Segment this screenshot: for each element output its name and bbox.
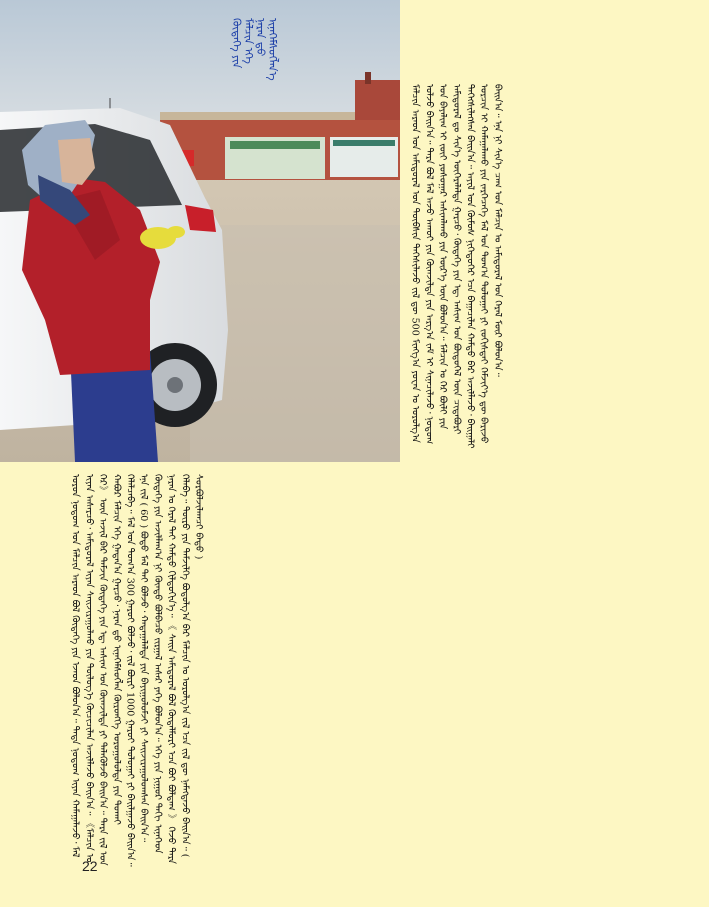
article-text-bottom: ᠣᠷᠣᠨ ᠨᠤᠲᠤᠭ ᠤᠨ ᠮᠠᠯᠴᠢᠨ ᠠᠷᠠᠳ ᠪᠣᠯ ᠬᠥᠳᠡᠭᠡ ᠶᠢᠨ ᠡᠵᠡᠳ ᠪᠣᠯᠤᠨ᠎ᠠ᠃ ᠲᠡᠳᠡ ᠨᠤᠲᠤᠭ ᠢᠶᠠᠨ ᠬᠠᠮᠠᠭᠠᠯᠠᠵᠤ᠂ ᠮᠠᠯ ᠢᠶᠠᠨ ᠠᠰᠠᠷᠴᠤ᠂ ᠠᠮᠢᠳᠤᠷᠠᠯ ᠢᠶᠠᠨ ᠰᠠᠢᠵᠢᠷᠠᠭᠤᠯᠬᠤ ᠶᠢᠨ ᠲᠥᠯᠦᠭ᠎ᠡ ᠬᠦᠴᠢᠴᠢᠯᠡᠨ ᠠᠵᠢᠯᠯᠠᠵᠤ ᠪᠠᠢᠨ᠎ᠠ᠃ 《ᠮᠠᠯᠴᠢᠨ ᠤ ᠭᠡᠷ》 ᠦᠨ ᠠᠵᠢᠯ ᠪᠠᠷ ᠳᠠᠮᠵᠢᠨ ᠬᠥᠳᠡᠭᠡ ᠶᠢᠨ ᠡᠳ᠋ ᠠᠰᠢᠭ ᠤᠨ ᠬᠥᠭ᠍ᠵᠢᠯᠲᠡ ᠶᠢ ᠲᠡᠯᠡᠭᠦᠯᠵᠦ ᠪᠠᠢᠨ᠎ᠠ᠃ ᠲᠡᠷᠡ ᠵᠢᠯ ᠤᠨ ᠬᠠᠪᠤᠷ ᠮᠠᠯᠴᠢᠨ ᠡᠬᠡ ᠭᠠᠳᠠᠨ᠎ᠠ ᠭᠠᠷᠴᠤ᠂ ᠨᠠᠷᠠᠨ ᠳ᠋ᠤ ᠢᠨᠡᠭᠡᠮᠰᠦᠭᠯᠡᠨ ᠬᠥᠷᠥᠩᠭᠡ ᠣᠷᠣᠭᠤᠯᠤᠯᠲᠠ ᠶᠢᠨ ᠲᠤᠬᠠᠢ ᠬᠡᠯᠡᠯᠴᠡᠪᠡ᠃ ᠮᠠᠯ ᠤᠨ ᠲᠣᠭ᠎ᠠ 300 ᠭᠠᠷᠤᠢ ᠪᠣᠯᠵᠤ᠂ ᠵᠢᠯ ᠪᠦᠷᠢ 1000 ᠭᠠᠷᠤᠢ ᠲᠤᠯᠤᠭᠠᠢ ᠶᠢ ᠪᠠᠢᠯᠭᠠᠵᠤ ᠪᠠᠢᠨ᠎ᠠ᠃ ᠡᠨᠡ ᠵᠢᠯ ( 60 ) ᠪᠣᠳᠣ ᠮᠠᠯ ᠲᠠᠢ ᠪᠣᠯᠵᠤ᠂ ᠬᠠᠳᠠᠭᠠᠯᠠᠯᠲᠠ ᠶᠢᠨ ᠪᠠᠶᠢᠭᠤᠯᠤᠮᠵᠢ ᠶᠢ ᠰᠠᠢᠵᠢᠷᠠᠭᠤᠯᠤᠭᠰᠠᠨ ᠪᠠᠢᠨ᠎ᠠ᠃ ᠬᠥᠳᠡᠭᠡ ᠶᠢᠨ ᠠᠵᠢᠯᠯᠠᠭ᠎ᠠ ᠨᠢ ᠬᠦᠨᠳᠦ ᠪᠣᠯᠪᠠᠴᠤ ᠵᠢᠷᠭᠠᠯ ᠠᠰᠠᠷ ᠶᠡᠬᠡ ᠪᠣᠯᠤᠨ᠎ᠠ᠃ ᠡᠬᠡ ᠶᠢᠨ ᠨᠢᠭᠤᠷ ᠲᠠᠬᠢ ᠢᠨᠡᠭᠡᠳ ᠨᠠᠷᠠᠨ ᠤ ᠭᠡᠷᠡᠯ ᠲᠡᠢ ᠬᠠᠮᠲᠤ ᠭᠢᠯᠲᠦᠭᠢᠨ᠎ᠡ᠃ 《 ᠰᠠᠢᠨ ᠠᠮᠢᠳᠤᠷᠠᠯ ᠪᠣᠯ ᠬᠥᠳᠡᠯᠮᠦᠷᠢ ᠡᠴᠡ ᠪᠣᠢ ᠪᠣᠯᠳᠠᠭ 》 ᠭᠡᠵᠦ ᠲᠡᠷᠡ ᠬᠡᠯᠡᠪᠡ᠃ ᠲᠥᠷᠥ ᠶᠢᠨ ᠳᠡᠮᠵᠢᠯᠭᠡ ᠪᠣᠳᠣᠯᠭ᠎ᠠ ᠪᠠᠷ ᠮᠠᠯᠴᠢᠨ ᠤ ᠣᠷᠣᠯᠭ᠎ᠠ ᠵᠢᠯ ᠡᠴᠡ ᠵᠢᠯ ᠳᠦ ᠨᠡᠮᠡᠭᠳᠡᠵᠦ ᠪᠠᠢᠨ᠎ᠠ᠃ ( ᠰᠤᠷᠪᠤᠯᠵᠢᠯᠠᠭᠴᠢ ᠪᠠᠲᠤ ): [69, 474, 205, 867]
page-number: 22: [82, 858, 98, 874]
article-text-top: ᠮᠠᠯᠴᠢᠨ ᠠᠷᠠᠳ ᠤᠨ ᠠᠮᠢᠳᠤᠷᠠᠯ ᠤᠨ ᠲᠦᠪᠰᠢᠨ ᠳᠡᠭᠡᠰᠢᠯᠡᠵᠦ ᠵᠢᠯ ᠳᠦ 500 ᠮᠢᠩᠭ᠎ᠠ ᠶᠤᠸᠠᠨ ᠤ ᠣᠷᠣᠯᠭ᠎ᠠ ᠣᠯᠵᠤ ᠪᠠᠢᠨ᠎ᠠ᠃ ᠲᠡᠷᠡ ᠪᠣᠯ ᠮᠠᠯ ᠠᠵᠤ ᠠᠬᠤᠢ ᠶᠢᠨ ᠬᠥᠭ᠍ᠵᠢᠯᠲᠡ ᠶᠢᠨ ᠠᠷᠭ᠎ᠠ ᠵᠠᠮ ᠢ ᠰᠢᠨᠡᠴᠢᠯᠡᠵᠦ᠂ ᠨᠤᠲᠤᠭ ᠤᠨ ᠪᠠᠶᠠᠯᠢᠭ ᠢ ᠵᠦᠢ ᠶᠣᠰᠣᠭᠠᠷ ᠠᠰᠢᠭᠯᠠᠬᠤ ᠶᠢᠨ ᠦᠷ᠎ᠡ ᠦᠨ ᠪᠣᠯᠤᠨ᠎ᠠ᠃ ᠮᠠᠯᠴᠢᠨ ᠤ ᠭᠡᠷ ᠪᠦᠯᠢ ᠶᠢᠨ ᠠᠮᠢᠳᠤᠷᠠᠯ ᠳᠤ ᠰᠢᠨ᠎ᠡ ᠥᠭᠡᠷᠡᠯᠡᠯᠲᠡ ᠭᠠᠷᠴᠤ᠂ ᠬᠥᠳᠡᠭᠡ ᠶᠢᠨ ᠡᠳ᠋ ᠠᠰᠢᠭ ᠤᠨ ᠪᠦᠲᠦᠭᠡᠯ ᠦᠨ ᠴᠢᠳᠠᠪᠤᠷᠢ ᠳᠡᠭᠡᠭᠰᠢᠯᠡᠭᠰᠡᠨ ᠪᠠᠢᠨ᠎ᠠ᠃ ᠠᠶᠢᠯ ᠤᠨ ᠬᠦᠮᠦᠰ ᠨᠢᠭᠡᠳᠦᠭᠡᠷ ᠡᠴᠡ ᠪᠠᠭᠠᠴᠢᠯᠠᠨ ᠬᠠᠮᠲᠤ ᠪᠡᠷ ᠠᠵᠢᠯᠯᠠᠵᠤ᠂ ᠪᠠᠢᠭᠠᠯᠢ ᠣᠷᠴᠢᠨ ᠢ ᠬᠠᠮᠠᠭᠠᠯᠠᠬᠤ ᠶᠢᠨ ᠵᠡᠷᠭᠡᠴᠡᠭᠡ ᠮᠠᠯ ᠤᠨ ᠲᠣᠭ᠎ᠠ ᠲᠣᠯᠣᠭᠠᠢ ᠶᠢ ᠵᠣᠬᠢᠰᠲᠠᠢ ᠬᠡᠮᠵᠢᠶ᠎ᠡ ᠳᠦ ᠪᠠᠷᠢᠵᠤ ᠪᠠᠢᠨ᠎ᠠ᠃ ᠡᠨᠡ ᠨᠢ ᠰᠢᠨ᠎ᠡ ᠴᠠᠭ ᠤᠨ ᠮᠠᠯᠴᠢᠨ ᠤ ᠠᠮᠢᠳᠤᠷᠠᠯ ᠤᠨ ᠭᠡᠷᠡᠯ ᠮᠥᠷ ᠪᠣᠯᠤᠨ᠎ᠠ᠃: [409, 84, 503, 449]
caption-line: ᠢᠨᠡᠭᠡᠮᠰᠦᠭᠯᠡᠨ᠎ᠡ: [266, 18, 279, 81]
caption-line: ᠬᠥᠳᠡᠭᠡ ᠶᠢᠨ: [230, 18, 243, 69]
photo-caption: [230, 18, 365, 81]
article-photo: [0, 0, 400, 462]
caption-line: ᠮᠠᠯᠴᠢᠨ ᠡᠬᠡ: [242, 18, 255, 64]
caption-line: ᠨᠠᠷᠠᠨ ᠳ᠋ᠤ: [254, 18, 267, 57]
